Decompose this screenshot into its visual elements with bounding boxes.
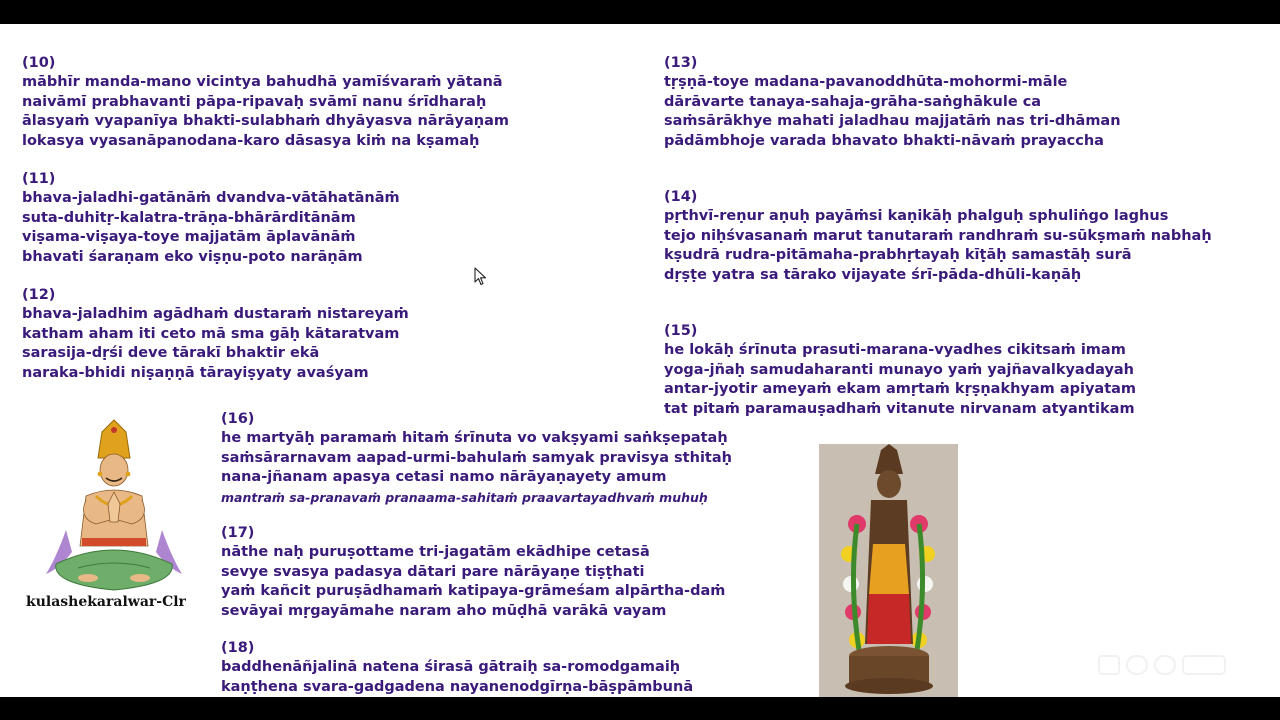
verse-line: suta-duhitṛ-kalatra-trāṇa-bhārārditānām [22,209,356,226]
verse-line: pādāmbhoje varada bhavato bhakti-nāvaṁ prayaccha [664,132,1104,149]
watermark-logo-icon [1097,652,1229,678]
verse-line: sevye svasya padasya dātari pare nārāyaṇe tiṣṭhati [221,563,645,580]
verse-number: (18) [221,640,255,656]
verse-11 [22,170,400,267]
verse-number: (14) [664,189,698,205]
verse-line: yaṁ kañcit puruṣādhamaṁ katipaya-grāmeśam alpārtha-daṁ [221,583,726,600]
verse-16 [221,410,732,507]
verse-line: yoga-jñaḥ samudaharanti munayo yaṁ yajñavalkyadayah [664,361,1134,378]
verse-line: nāthe naḥ puruṣottame tri-jagatām ekādhipe cetasā [221,544,650,561]
verse-line: nana-jñanam apasya cetasi namo nārāyaṇayety amum [221,469,667,486]
verse-line: saṁsārarnavam aapad-urmi-bahulaṁ samyak pravisya sthitaḥ [221,449,732,466]
verse-line: lokasya vyasanāpanodana-karo dāsasya kiṁ na kṣamaḥ [22,132,480,149]
verse-number: (16) [221,411,255,427]
saint-illustration-icon [26,418,202,614]
mouse-pointer-icon [474,267,488,287]
verse-18 [221,639,693,697]
temple-idol-photo [819,444,958,697]
verse-line: he martyāḥ paramaṁ hitaṁ śrīnuta vo vakṣyami saṅkṣepataḥ [221,430,728,447]
verse-line: mantraṁ sa-pranavaṁ pranaama-sahitaṁ praavartayadhvaṁ muhuḥ [221,489,708,505]
verse-line: naivāmī prabhavanti pāpa-ripavaḥ svāmī nanu śrīdharaḥ [22,93,487,110]
verse-14 [664,188,1212,285]
verse-line: bhava-jaladhi-gatānāṁ dvandva-vātāhatānāṁ [22,190,400,207]
image-caption: kulashekaralwar-Clr [26,594,186,610]
verse-number: (11) [22,171,56,187]
verse-line: tejo niḥśvasanaṁ marut tanutaraṁ randhraṁ su-sūkṣmaṁ nabhaḥ [664,227,1212,244]
verse-line: he lokāḥ śrīnuta prasuti-marana-vyadhes cikitsaṁ imam [664,342,1126,359]
letterbox-bottom-bar [0,697,1280,720]
verse-line: kaṇṭhena svara-gadgadena nayanenodgīrṇa-bāṣpāmbunā [221,678,694,695]
verse-line: pṛthvī-reṇur aṇuḥ payāṁsi kaṇikāḥ phalguḥ sphuliṅgo laghus [664,208,1169,225]
verse-number: (13) [664,55,698,71]
verse-number: (17) [221,525,255,541]
verse-13 [664,54,1121,151]
verse-line: dṛṣṭe yatra sa tārako vijayate śrī-pāda-dhūli-kaṇāḥ [664,266,1082,283]
verse-line: sevāyai mṛgayāmahe naram aho mūḍhā varākā vayam [221,602,667,619]
verse-line: saṁsārākhye mahati jaladhau majjatāṁ nas tri-dhāman [664,113,1121,130]
verse-12 [22,286,409,383]
temple-idol-photo-icon [819,444,958,697]
verse-line: bhava-jaladhim agādhaṁ dustaraṁ nistareyaṁ [22,306,409,323]
verse-line: bhavati śaraṇam eko viṣṇu-poto narāṇām [22,248,363,265]
verse-line: baddhenāñjalinā natena śirasā gātraiḥ sa-romodgamaiḥ [221,659,681,676]
verse-line: tat pitaṁ paramauṣadhaṁ vitanute nirvanam atyantikam [664,400,1135,417]
verse-10 [22,54,509,151]
verse-line: kṣudrā rudra-pitāmaha-prabhṛtayaḥ kīṭāḥ samastāḥ surā [664,247,1132,264]
verse-line: tṛṣṇā-toye madana-pavanoddhūta-mohormi-māle [664,74,1068,91]
verse-line: naraka-bhidi niṣaṇṇā tārayiṣyaty avaśyam [22,364,369,381]
verse-number: (12) [22,287,56,303]
verse-line: katham aham iti ceto mā sma gāḥ kātaratvam [22,325,400,342]
verse-number: (15) [664,323,698,339]
verse-line: antar-jyotir ameyaṁ ekam amṛtaṁ kṛṣṇakhyam apiyatam [664,381,1137,398]
verse-line: mābhīr manda-mano vicintya bahudhā yamīśvaraṁ yātanā [22,74,503,91]
verse-line: dārāvarte tanaya-sahaja-grāha-saṅghākule ca [664,93,1042,110]
verse-17 [221,524,725,621]
verse-line: sarasija-dṛśi deve tārakī bhaktir ekā [22,345,320,362]
verse-line: ālasyaṁ vyapanīya bhakti-sulabhaṁ dhyāyasva nārāyaṇam [22,113,509,130]
verse-number: (10) [22,55,56,71]
verse-15 [664,322,1136,419]
letterbox-top-bar [0,0,1280,24]
verse-line: viṣama-viṣaya-toye majjatām āplavānāṁ [22,229,356,246]
